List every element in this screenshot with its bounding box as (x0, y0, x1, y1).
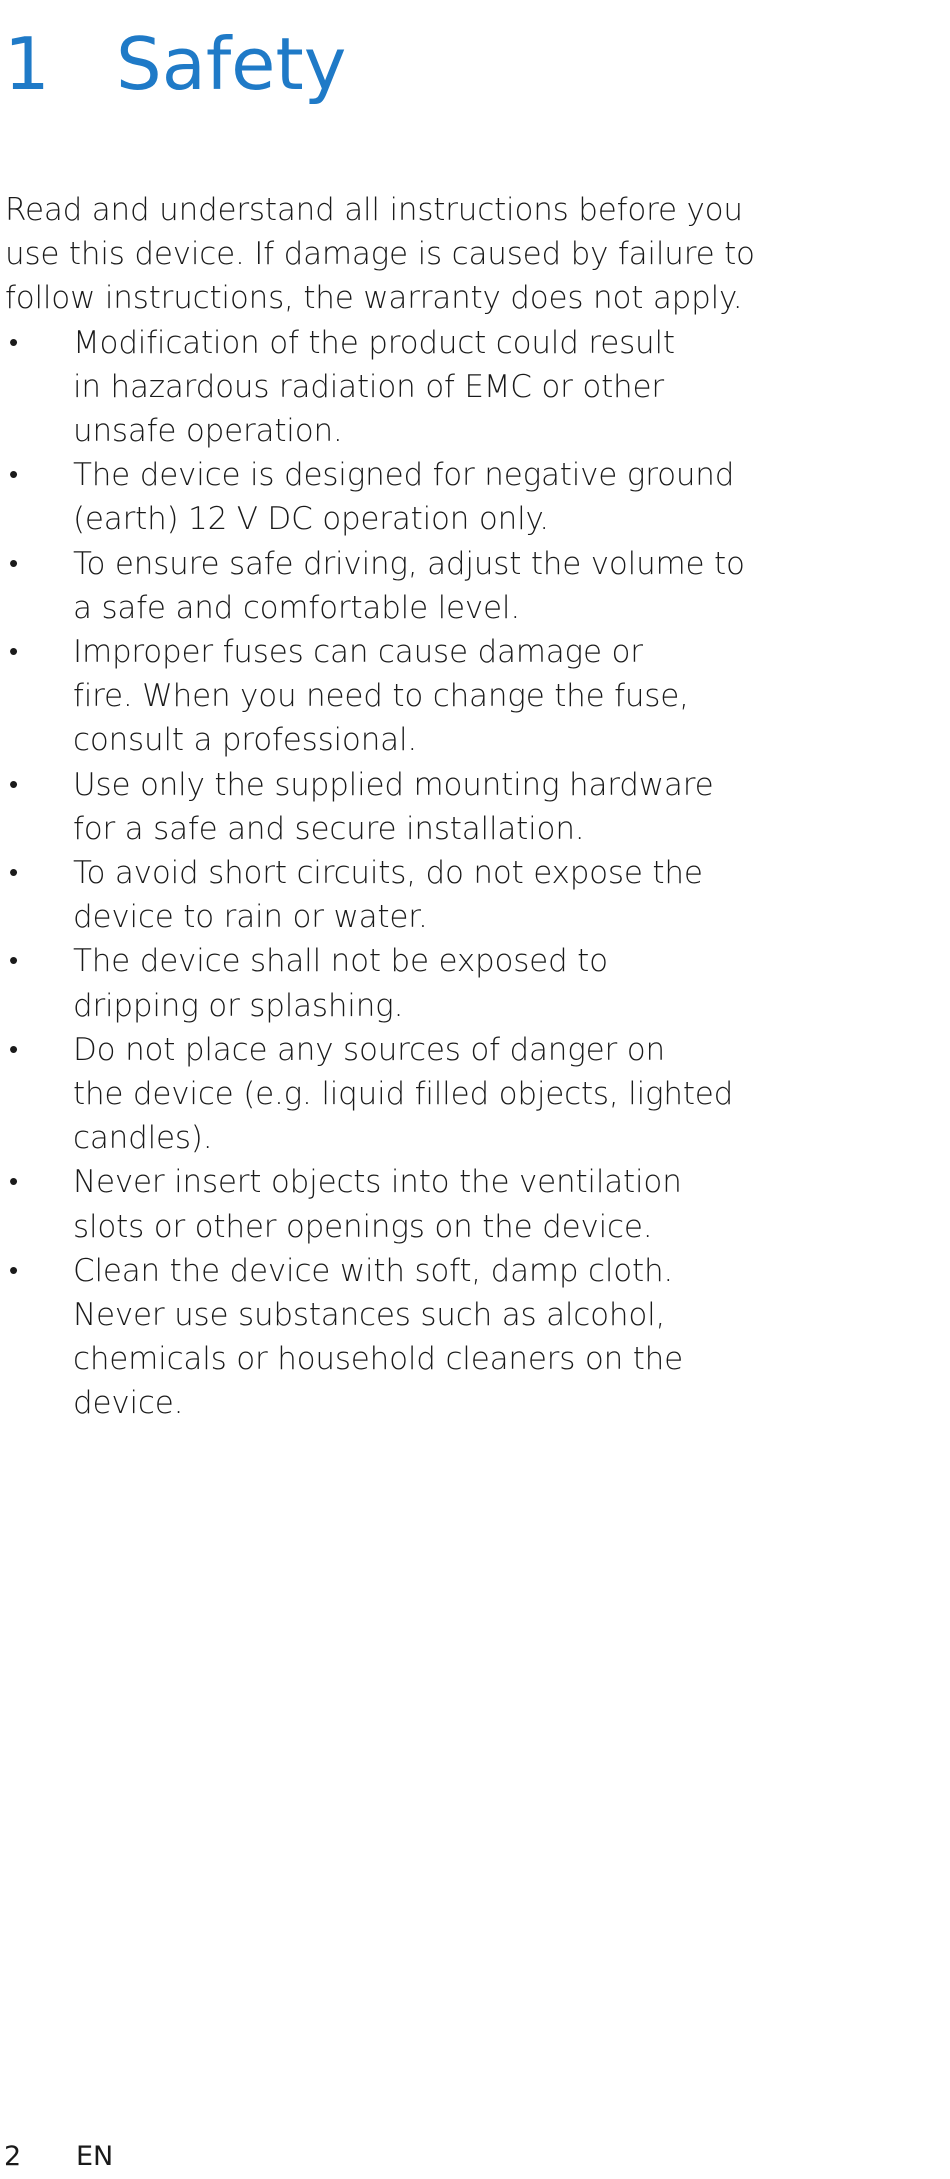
item-line: Clean the device with soft, damp cloth. (73, 1252, 674, 1289)
bullet-icon: • (9, 1167, 18, 1198)
item-line: slots or other openings on the device. (73, 1208, 653, 1245)
page-number: 2 (4, 2141, 22, 2172)
item-line: To avoid short circuits, do not expose the (73, 855, 703, 892)
safety-list-item (5, 851, 703, 939)
bullet-icon: • (9, 858, 18, 889)
item-line: chemicals or household cleaners on the (73, 1341, 683, 1378)
item-line: in hazardous radiation of EMC or other (73, 368, 664, 405)
safety-list-item (5, 542, 745, 630)
item-line: the device (e.g. liquid filled objects, lighted (73, 1076, 734, 1113)
intro-line: use this device. If damage is caused by failure to (5, 236, 755, 273)
page-footer (4, 2140, 113, 2174)
item-line: device to rain or water. (73, 899, 428, 936)
safety-list-item (5, 939, 695, 1027)
item-line: Use only the supplied mounting hardware (73, 766, 714, 803)
item-line: for a safe and secure installation. (73, 810, 585, 847)
item-line: (earth) 12 V DC operation only. (73, 501, 549, 538)
bullet-icon: • (9, 460, 18, 491)
intro-paragraph (5, 188, 755, 321)
item-line: The device shall not be exposed to (73, 943, 608, 980)
section-title: Safety (116, 22, 347, 106)
bullet-icon: • (9, 769, 18, 800)
item-line: device. (73, 1385, 184, 1422)
section-number: 1 (4, 22, 50, 106)
safety-content (5, 188, 755, 1426)
item-line: candles). (73, 1120, 213, 1157)
item-line: Improper fuses can cause damage or (73, 634, 643, 671)
item-line: To ensure safe driving, adjust the volume to (73, 545, 745, 582)
bullet-icon: • (9, 946, 18, 977)
safety-list-item (5, 763, 714, 851)
safety-list-item (5, 321, 695, 454)
language-code: EN (76, 2141, 114, 2172)
item-line: Modification of the product could result (73, 324, 675, 361)
bullet-icon: • (9, 327, 18, 358)
bullet-icon: • (9, 1034, 18, 1065)
item-line: Do not place any sources of danger on (73, 1031, 665, 1068)
item-line: The device is designed for negative ground (73, 457, 735, 494)
item-line: consult a professional. (73, 722, 418, 759)
safety-list-item (5, 1028, 734, 1161)
safety-list-item (5, 1249, 695, 1426)
intro-line: Read and understand all instructions before you (5, 192, 743, 228)
safety-list-item (5, 453, 735, 541)
item-line: unsafe operation. (73, 413, 343, 450)
section-heading (4, 16, 346, 112)
bullet-icon: • (9, 637, 18, 668)
safety-list-item (5, 1160, 695, 1248)
item-line: Never use substances such as alcohol, (73, 1297, 666, 1334)
item-line: Never insert objects into the ventilation (73, 1164, 682, 1201)
item-line: a safe and comfortable level. (73, 589, 520, 626)
safety-list (5, 321, 745, 1426)
item-line: fire. When you need to change the fuse, (73, 678, 689, 715)
bullet-icon: • (9, 1255, 18, 1286)
bullet-icon: • (9, 548, 18, 579)
item-line: dripping or splashing. (73, 987, 404, 1024)
intro-line: follow instructions, the warranty does not apply. (5, 280, 743, 317)
safety-list-item (5, 630, 695, 763)
